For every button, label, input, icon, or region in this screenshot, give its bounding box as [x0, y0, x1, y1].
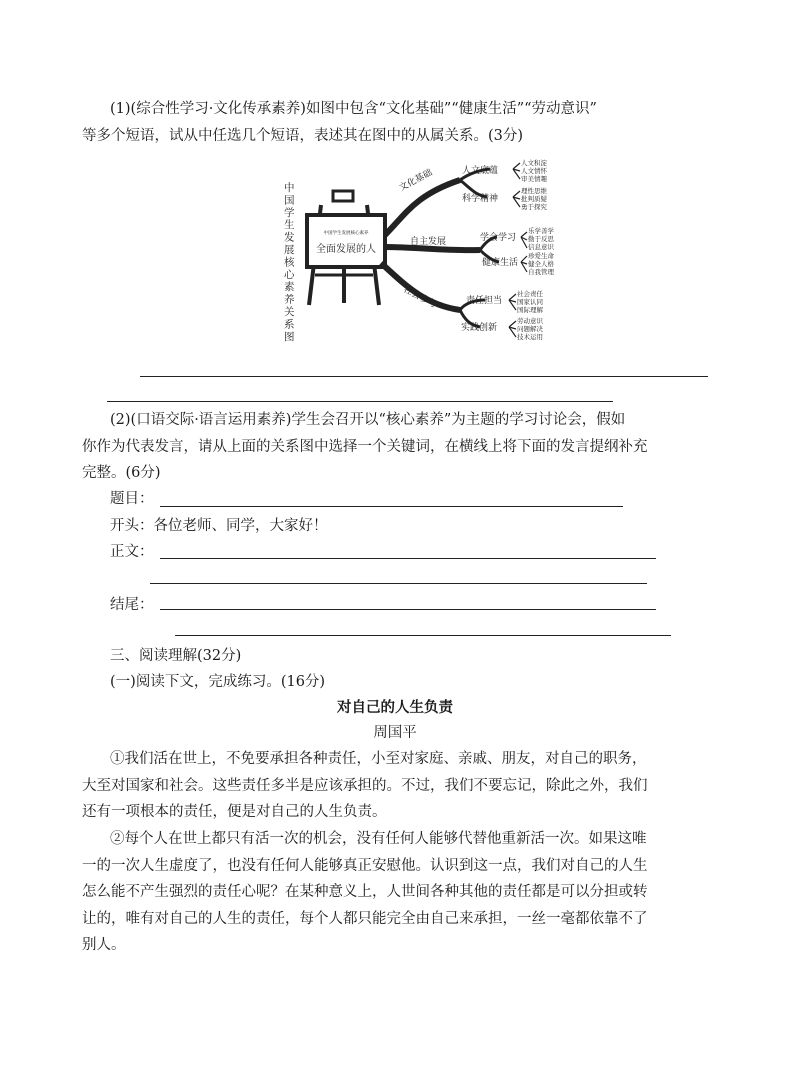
leaf-label: 劳动意识: [517, 317, 543, 325]
leaf-label: 健全人格: [528, 260, 554, 268]
leaf-label: 乐学善学: [528, 227, 554, 235]
paragraph-line: 大至对国家和社会。这些责任多半是应该承担的。不过，我们不要忘记，除此之外，我们: [82, 778, 648, 794]
ending-answer-line[interactable]: [175, 635, 671, 636]
vertical-title-char: 系: [284, 318, 295, 331]
sub-label: 实践创新: [461, 323, 498, 333]
body-answer-line[interactable]: [150, 583, 647, 584]
leaf-label: 国际理解: [517, 306, 543, 314]
paragraph-line: 让的，唯有对自己的人生的责任，每个人都只能完全由自己来承担，一丝一毫都依靠不了: [82, 911, 648, 927]
ending-answer-line[interactable]: [160, 609, 656, 610]
ending-label: 结尾：: [110, 597, 154, 613]
vertical-title-char: 中: [284, 182, 295, 194]
answer-line[interactable]: [140, 376, 708, 377]
paragraph-line: ①我们活在世上，不免要承担各种责任，小至对家庭、亲戚、朋友，对自己的职务，: [110, 751, 647, 767]
q1-line-1: (1)(综合性学习·文化传承素养)如图中包含“文化基础”“健康生活”“劳动意识”: [110, 101, 597, 117]
core-competency-diagram: [275, 155, 560, 355]
diagram-graphic: [275, 155, 560, 355]
leaf-label: 勤于反思: [528, 235, 554, 243]
q2-line-2: 你作为代表发言，请从上面的关系图中选择一个关键词，在横线上将下面的发言提纲补充: [82, 439, 648, 455]
vertical-title-char: 展: [284, 244, 295, 256]
sub-label: 科学精神: [462, 194, 499, 204]
branch-label: 自主发展: [410, 237, 447, 247]
paragraph-line: 一的一次人生虚度了，也没有任何人能够真正安慰他。认识到这一点，我们对自己的人生: [82, 858, 648, 874]
board-small-label: 中国学生发展核心素养: [323, 231, 369, 236]
leaf-label: 审美情趣: [521, 175, 547, 183]
sub-label: 人文底蕴: [462, 166, 499, 176]
sub-label: 学会学习: [480, 233, 517, 243]
sub-label: 责任担当: [466, 296, 503, 306]
leaf-label: 技术运用: [517, 333, 543, 341]
q2-line-3: 完整。(6分): [82, 465, 161, 481]
leaf-label: 国家认同: [517, 298, 543, 306]
section-subheading: (一)阅读下文，完成练习。(16分): [110, 674, 326, 690]
paragraph-line: 怎么能不产生强烈的责任心呢？在某种意义上，人世间各种其他的责任都是可以分担或转: [82, 884, 648, 900]
paragraph-line: ②每个人在世上都只有活一次的机会，没有任何人能够代替他重新活一次。如果这唯: [110, 831, 647, 847]
vertical-title-char: 素: [284, 281, 295, 294]
opening-text: 开头：各位老师、同学，大家好！: [110, 518, 328, 534]
vertical-title-char: 发: [284, 231, 295, 244]
sub-label: 健康生活: [482, 258, 519, 268]
body-answer-line[interactable]: [160, 558, 656, 559]
q2-line-1: (2)(口语交际·语言运用素养)学生会召开以“核心素养”为主题的学习讨论会，假如: [110, 412, 626, 428]
vertical-title-char: 生: [284, 219, 295, 232]
leaf-label: 信息意识: [528, 243, 554, 251]
leaf-label: 人文情怀: [521, 167, 547, 175]
branch-label: 文化基础: [397, 167, 435, 194]
section-heading: 三、阅读理解(32分): [110, 648, 242, 664]
leaf-label: 自我管理: [528, 268, 554, 276]
paragraph-line: 还有一项根本的责任，便是对自己的人生负责。: [82, 804, 387, 820]
paragraph-line: 别人。: [82, 937, 126, 953]
branch-label: 社会参与: [401, 284, 439, 311]
vertical-title-char: 国: [284, 194, 295, 207]
vertical-title-char: 心: [284, 268, 295, 281]
body-label: 正文：: [110, 544, 154, 560]
board-main-label: 全面发展的人: [316, 244, 376, 255]
leaf-label: 批判质疑: [521, 195, 547, 203]
leaf-label: 勇于探究: [521, 203, 547, 211]
vertical-title-char: 养: [284, 293, 295, 306]
leaf-label: 社会责任: [517, 290, 543, 298]
title-label: 题目：: [110, 491, 154, 507]
leaf-label: 理性思维: [521, 187, 547, 195]
vertical-title-char: 关: [284, 306, 295, 318]
article-title: 对自己的人生负责: [337, 699, 453, 716]
title-answer-line[interactable]: [160, 506, 623, 507]
vertical-title-char: 图: [284, 330, 295, 343]
article-author: 周国平: [373, 725, 417, 741]
vertical-title-char: 学: [284, 206, 295, 219]
leaf-label: 问题解决: [517, 325, 543, 333]
vertical-title-char: 核: [284, 256, 295, 269]
leaf-label: 人文积淀: [521, 159, 547, 167]
diagram-vertical-title: [284, 181, 295, 343]
leaf-label: 珍爱生命: [528, 252, 554, 260]
answer-line[interactable]: [107, 401, 613, 402]
q1-line-2: 等多个短语，试从中任选几个短语，表述其在图中的从属关系。(3分): [82, 128, 524, 144]
